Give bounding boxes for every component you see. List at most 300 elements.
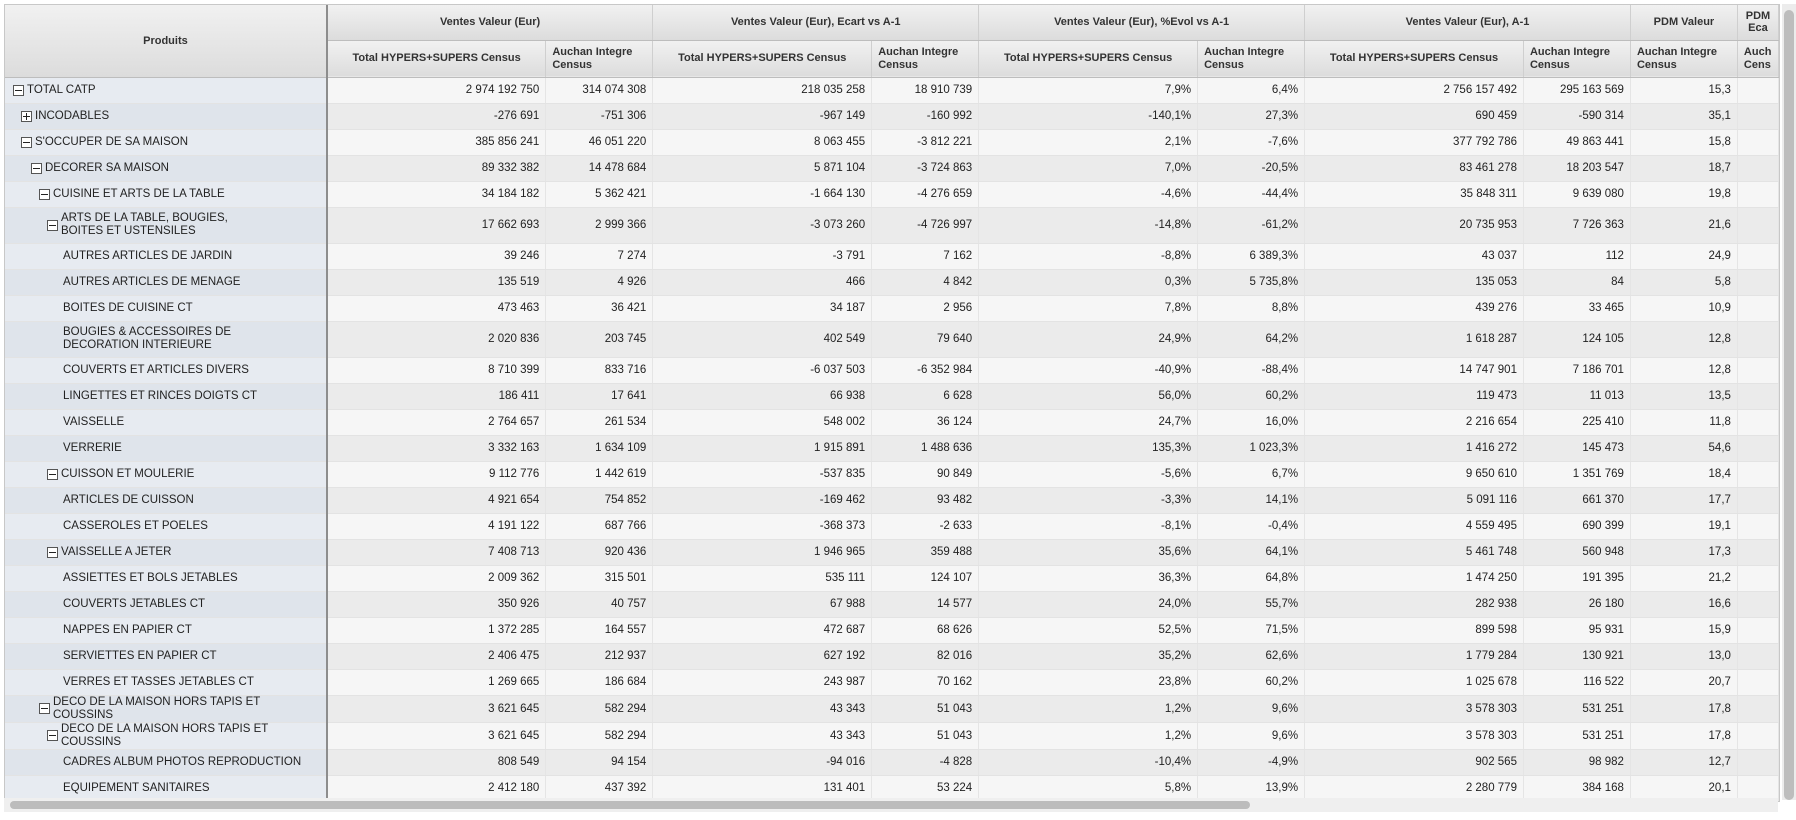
empty-cell [1737, 565, 1778, 591]
value-cell: 13,5 [1630, 383, 1737, 409]
subheader-total[interactable]: Total HYPERS+SUPERS Census [1305, 40, 1524, 77]
value-cell: 67 988 [653, 591, 872, 617]
value-cell: 225 410 [1523, 409, 1630, 435]
value-cell: 582 294 [546, 722, 653, 749]
value-cell: -44,4% [1198, 181, 1305, 207]
value-cell: -751 306 [546, 103, 653, 129]
product-cell [5, 487, 327, 513]
value-cell: -4,9% [1198, 749, 1305, 775]
value-cell: 385 856 241 [327, 129, 546, 155]
expand-icon[interactable] [21, 111, 32, 122]
value-cell: 315 501 [546, 565, 653, 591]
collapse-icon[interactable] [39, 703, 50, 714]
horizontal-scroll-thumb[interactable] [10, 801, 1250, 809]
value-cell: 473 463 [327, 295, 546, 321]
value-cell: 582 294 [546, 695, 653, 722]
table-row[interactable] [5, 487, 1779, 513]
value-cell: 1 269 665 [327, 669, 546, 695]
value-cell: 2 412 180 [327, 775, 546, 801]
value-cell: 535 111 [653, 565, 872, 591]
value-cell: 5 735,8% [1198, 269, 1305, 295]
empty-cell [1737, 321, 1778, 357]
product-cell [5, 669, 327, 695]
value-cell: 15,3 [1630, 77, 1737, 103]
value-cell: 55,7% [1198, 591, 1305, 617]
value-cell: 56,0% [979, 383, 1198, 409]
value-cell: 18 203 547 [1523, 155, 1630, 181]
product-label: DECORER SA MAISON [45, 161, 169, 174]
value-cell: 19,8 [1630, 181, 1737, 207]
product-label: COUVERTS JETABLES CT [63, 597, 206, 610]
value-cell: 124 107 [872, 565, 979, 591]
empty-cell [1737, 435, 1778, 461]
value-cell: 83 461 278 [1305, 155, 1524, 181]
value-cell: 7,9% [979, 77, 1198, 103]
value-cell: 34 187 [653, 295, 872, 321]
table-row[interactable] [5, 643, 1779, 669]
value-cell: 1 372 285 [327, 617, 546, 643]
subheader-auchan[interactable]: Auchan Integre Census [1630, 40, 1737, 77]
product-cell [5, 383, 327, 409]
group-header-ecart[interactable]: Ventes Valeur (Eur), Ecart vs A-1 [653, 5, 979, 40]
table-row[interactable] [5, 155, 1779, 181]
value-cell: 359 488 [872, 539, 979, 565]
value-cell: -276 691 [327, 103, 546, 129]
value-cell: -140,1% [979, 103, 1198, 129]
product-label: EQUIPEMENT SANITAIRES [63, 781, 210, 794]
product-cell [5, 643, 327, 669]
value-cell: 6 389,3% [1198, 243, 1305, 269]
collapse-icon[interactable] [39, 189, 50, 200]
subheader-auchan[interactable]: Auchan Integre Census [1523, 40, 1630, 77]
value-cell: 2 009 362 [327, 565, 546, 591]
value-cell: 34 184 182 [327, 181, 546, 207]
product-cell [5, 155, 327, 181]
value-cell: 17,3 [1630, 539, 1737, 565]
empty-cell [1737, 129, 1778, 155]
table-row[interactable] [5, 409, 1779, 435]
value-cell: 377 792 786 [1305, 129, 1524, 155]
value-cell: 2 280 779 [1305, 775, 1524, 801]
product-cell [5, 357, 327, 383]
value-cell: 119 473 [1305, 383, 1524, 409]
value-cell: 754 852 [546, 487, 653, 513]
value-cell: 24,9 [1630, 243, 1737, 269]
product-label: COUVERTS ET ARTICLES DIVERS [63, 363, 249, 376]
value-cell: 20,1 [1630, 775, 1737, 801]
value-cell: 68 626 [872, 617, 979, 643]
value-cell: 1 351 769 [1523, 461, 1630, 487]
value-cell: 21,2 [1630, 565, 1737, 591]
value-cell: 2 756 157 492 [1305, 77, 1524, 103]
value-cell: 2 974 192 750 [327, 77, 546, 103]
table-row[interactable] [5, 617, 1779, 643]
subheader-total[interactable]: Total HYPERS+SUPERS Census [979, 40, 1198, 77]
value-cell: 35,1 [1630, 103, 1737, 129]
value-cell: 186 684 [546, 669, 653, 695]
empty-cell [1737, 749, 1778, 775]
collapse-icon[interactable] [13, 85, 24, 96]
value-cell: 4 842 [872, 269, 979, 295]
empty-cell [1737, 243, 1778, 269]
value-cell: 11,8 [1630, 409, 1737, 435]
product-cell [5, 243, 327, 269]
table-row[interactable] [5, 321, 1779, 357]
value-cell: 66 938 [653, 383, 872, 409]
value-cell: 17 641 [546, 383, 653, 409]
table-row[interactable] [5, 461, 1779, 487]
value-cell: -160 992 [872, 103, 979, 129]
value-cell: 20,7 [1630, 669, 1737, 695]
value-cell: 9 639 080 [1523, 181, 1630, 207]
product-label: ARTS DE LA TABLE, BOUGIES, BOITES ET USTENSILES [61, 212, 228, 237]
value-cell: 49 863 441 [1523, 129, 1630, 155]
table-row[interactable] [5, 269, 1779, 295]
value-cell: 212 937 [546, 643, 653, 669]
value-cell: 402 549 [653, 321, 872, 357]
collapse-icon[interactable] [47, 547, 58, 558]
value-cell: -537 835 [653, 461, 872, 487]
value-cell: -3 812 221 [872, 129, 979, 155]
product-cell [5, 513, 327, 539]
value-cell: 17,7 [1630, 487, 1737, 513]
value-cell: 7 726 363 [1523, 207, 1630, 243]
value-cell: 243 987 [653, 669, 872, 695]
product-cell [5, 435, 327, 461]
table-row[interactable] [5, 207, 1779, 243]
table-row[interactable] [5, 695, 1779, 722]
value-cell: 8,8% [1198, 295, 1305, 321]
value-cell: 46 051 220 [546, 129, 653, 155]
value-cell: -6 352 984 [872, 357, 979, 383]
product-label: AUTRES ARTICLES DE JARDIN [63, 249, 233, 262]
empty-cell [1737, 155, 1778, 181]
value-cell: 3 621 645 [327, 695, 546, 722]
value-cell: 14 577 [872, 591, 979, 617]
table-row[interactable] [5, 243, 1779, 269]
value-cell: 1 488 636 [872, 435, 979, 461]
collapse-icon[interactable] [31, 163, 42, 174]
table-row[interactable] [5, 181, 1779, 207]
subheader-auchan[interactable]: Auchan Integre Census [872, 40, 979, 77]
value-cell: 35,6% [979, 539, 1198, 565]
value-cell: 690 399 [1523, 513, 1630, 539]
value-cell: 36,3% [979, 565, 1198, 591]
value-cell: 27,3% [1198, 103, 1305, 129]
product-label: NAPPES EN PAPIER CT [63, 623, 192, 636]
subheader-auchan-cut[interactable]: Auch Cens [1737, 40, 1778, 77]
value-cell: -88,4% [1198, 357, 1305, 383]
value-cell: 472 687 [653, 617, 872, 643]
empty-cell [1737, 513, 1778, 539]
value-cell: 145 473 [1523, 435, 1630, 461]
value-cell: 2 999 366 [546, 207, 653, 243]
value-cell: 93 482 [872, 487, 979, 513]
table-header [5, 5, 1779, 77]
value-cell: 14 747 901 [1305, 357, 1524, 383]
value-cell: 24,0% [979, 591, 1198, 617]
value-cell: 899 598 [1305, 617, 1524, 643]
value-cell: 52,5% [979, 617, 1198, 643]
value-cell: 13,0 [1630, 643, 1737, 669]
value-cell: 17 662 693 [327, 207, 546, 243]
value-cell: 2 020 836 [327, 321, 546, 357]
empty-cell [1737, 357, 1778, 383]
table-row[interactable] [5, 103, 1779, 129]
table-body [5, 77, 1779, 801]
value-cell: -40,9% [979, 357, 1198, 383]
product-label: SERVIETTES EN PAPIER CT [63, 649, 217, 662]
value-cell: 15,9 [1630, 617, 1737, 643]
value-cell: 690 459 [1305, 103, 1524, 129]
group-header-evol[interactable]: Ventes Valeur (Eur), %Evol vs A-1 [979, 5, 1305, 40]
value-cell: 1 618 287 [1305, 321, 1524, 357]
value-cell: 531 251 [1523, 695, 1630, 722]
value-cell: 10,9 [1630, 295, 1737, 321]
product-cell [5, 269, 327, 295]
product-label: CUISINE ET ARTS DE LA TABLE [53, 187, 225, 200]
value-cell: 0,3% [979, 269, 1198, 295]
value-cell: -3 073 260 [653, 207, 872, 243]
value-cell: 135,3% [979, 435, 1198, 461]
group-header-ventes-valeur[interactable]: Ventes Valeur (Eur) [327, 5, 653, 40]
value-cell: 18,4 [1630, 461, 1737, 487]
subheader-total[interactable]: Total HYPERS+SUPERS Census [327, 40, 546, 77]
collapse-icon[interactable] [47, 730, 58, 741]
collapse-icon[interactable] [47, 469, 58, 480]
value-cell: 39 246 [327, 243, 546, 269]
value-cell: 3 578 303 [1305, 722, 1524, 749]
empty-cell [1737, 295, 1778, 321]
empty-cell [1737, 383, 1778, 409]
value-cell: 9 650 610 [1305, 461, 1524, 487]
value-cell: 6,7% [1198, 461, 1305, 487]
table-row[interactable] [5, 357, 1779, 383]
product-cell [5, 565, 327, 591]
value-cell: 5,8% [979, 775, 1198, 801]
value-cell: 17,8 [1630, 695, 1737, 722]
value-cell: 4 191 122 [327, 513, 546, 539]
value-cell: -4 828 [872, 749, 979, 775]
value-cell: 64,1% [1198, 539, 1305, 565]
value-cell: 560 948 [1523, 539, 1630, 565]
empty-cell [1737, 269, 1778, 295]
value-cell: 82 016 [872, 643, 979, 669]
value-cell: 12,8 [1630, 357, 1737, 383]
table-row[interactable] [5, 749, 1779, 775]
value-cell: 7 186 701 [1523, 357, 1630, 383]
value-cell: 116 522 [1523, 669, 1630, 695]
group-header-pdm-ecart[interactable]: PDM Eca [1737, 5, 1778, 40]
empty-cell [1737, 643, 1778, 669]
value-cell: 62,6% [1198, 643, 1305, 669]
value-cell: 687 766 [546, 513, 653, 539]
table-row[interactable] [5, 295, 1779, 321]
value-cell: 2 216 654 [1305, 409, 1524, 435]
empty-cell [1737, 695, 1778, 722]
value-cell: 19,1 [1630, 513, 1737, 539]
product-cell [5, 722, 327, 749]
value-cell: 1 416 272 [1305, 435, 1524, 461]
value-cell: 43 037 [1305, 243, 1524, 269]
value-cell: 35 848 311 [1305, 181, 1524, 207]
value-cell: 3 578 303 [1305, 695, 1524, 722]
value-cell: 2 764 657 [327, 409, 546, 435]
collapse-icon[interactable] [47, 220, 58, 231]
value-cell: 1,2% [979, 695, 1198, 722]
value-cell: 131 401 [653, 775, 872, 801]
product-label: CASSEROLES ET POELES [63, 519, 208, 532]
collapse-icon[interactable] [21, 137, 32, 148]
value-cell: 7 274 [546, 243, 653, 269]
value-cell: 135 519 [327, 269, 546, 295]
table-row[interactable] [5, 722, 1779, 749]
value-cell: 1 474 250 [1305, 565, 1524, 591]
value-cell: 3 621 645 [327, 722, 546, 749]
value-cell: -4 726 997 [872, 207, 979, 243]
product-label: VAISSELLE [63, 415, 125, 428]
product-cell [5, 461, 327, 487]
table-row[interactable] [5, 669, 1779, 695]
value-cell: 6 628 [872, 383, 979, 409]
value-cell: 18 910 739 [872, 77, 979, 103]
value-cell: 5 091 116 [1305, 487, 1524, 513]
group-header-a1[interactable]: Ventes Valeur (Eur), A-1 [1305, 5, 1631, 40]
product-label: DECO DE LA MAISON HORS TAPIS ET COUSSINS [53, 695, 261, 721]
vertical-scroll-thumb[interactable] [1784, 10, 1794, 800]
table-row[interactable] [5, 513, 1779, 539]
product-label: ASSIETTES ET BOLS JETABLES [63, 571, 238, 584]
value-cell: 661 370 [1523, 487, 1630, 513]
empty-cell [1737, 539, 1778, 565]
value-cell: 16,0% [1198, 409, 1305, 435]
column-header-produits[interactable]: Produits [5, 5, 327, 77]
value-cell: 7,8% [979, 295, 1198, 321]
table-row[interactable] [5, 383, 1779, 409]
value-cell: 1,2% [979, 722, 1198, 749]
value-cell: 2,1% [979, 129, 1198, 155]
group-header-pdm-valeur[interactable]: PDM Valeur [1630, 5, 1737, 40]
value-cell: 84 [1523, 269, 1630, 295]
product-cell [5, 591, 327, 617]
table-row[interactable] [5, 591, 1779, 617]
value-cell: 24,9% [979, 321, 1198, 357]
value-cell: 1 915 891 [653, 435, 872, 461]
product-cell [5, 207, 327, 243]
value-cell: 261 534 [546, 409, 653, 435]
value-cell: -61,2% [1198, 207, 1305, 243]
table-row[interactable] [5, 129, 1779, 155]
product-cell [5, 749, 327, 775]
value-cell: 4 921 654 [327, 487, 546, 513]
value-cell: -10,4% [979, 749, 1198, 775]
product-label: ARTICLES DE CUISSON [63, 493, 194, 506]
value-cell: 833 716 [546, 357, 653, 383]
value-cell: 36 421 [546, 295, 653, 321]
product-cell [5, 409, 327, 435]
value-cell: 53 224 [872, 775, 979, 801]
empty-cell [1737, 487, 1778, 513]
product-cell [5, 295, 327, 321]
value-cell: -94 016 [653, 749, 872, 775]
value-cell: 17,8 [1630, 722, 1737, 749]
empty-cell [1737, 103, 1778, 129]
value-cell: 79 640 [872, 321, 979, 357]
table-row[interactable] [5, 77, 1779, 103]
table-row[interactable] [5, 435, 1779, 461]
value-cell: 4 926 [546, 269, 653, 295]
value-cell: 90 849 [872, 461, 979, 487]
value-cell: 13,9% [1198, 775, 1305, 801]
value-cell: -4 276 659 [872, 181, 979, 207]
table-row[interactable] [5, 565, 1779, 591]
value-cell: 95 931 [1523, 617, 1630, 643]
value-cell: 60,2% [1198, 383, 1305, 409]
value-cell: 2 956 [872, 295, 979, 321]
value-cell: 350 926 [327, 591, 546, 617]
value-cell: 7 408 713 [327, 539, 546, 565]
value-cell: 191 395 [1523, 565, 1630, 591]
subheader-total[interactable]: Total HYPERS+SUPERS Census [653, 40, 872, 77]
value-cell: 627 192 [653, 643, 872, 669]
value-cell: 130 921 [1523, 643, 1630, 669]
value-cell: 1 442 619 [546, 461, 653, 487]
subheader-auchan[interactable]: Auchan Integre Census [1198, 40, 1305, 77]
value-cell: 439 276 [1305, 295, 1524, 321]
horizontal-scrollbar[interactable] [4, 798, 1778, 812]
product-label: CADRES ALBUM PHOTOS REPRODUCTION [63, 755, 302, 768]
value-cell: -368 373 [653, 513, 872, 539]
vertical-scrollbar[interactable] [1782, 4, 1796, 800]
value-cell: 112 [1523, 243, 1630, 269]
product-label: BOITES DE CUISINE CT [63, 301, 193, 314]
value-cell: 1 946 965 [653, 539, 872, 565]
product-label: INCODABLES [35, 109, 110, 122]
product-cell [5, 539, 327, 565]
value-cell: 51 043 [872, 722, 979, 749]
product-label: TOTAL CATP [27, 83, 96, 96]
value-cell: 164 557 [546, 617, 653, 643]
value-cell: 437 392 [546, 775, 653, 801]
value-cell: 5 871 104 [653, 155, 872, 181]
value-cell: 5 461 748 [1305, 539, 1524, 565]
product-cell [5, 103, 327, 129]
value-cell: 11 013 [1523, 383, 1630, 409]
value-cell: 314 074 308 [546, 77, 653, 103]
value-cell: 8 063 455 [653, 129, 872, 155]
value-cell: 94 154 [546, 749, 653, 775]
subheader-auchan[interactable]: Auchan Integre Census [546, 40, 653, 77]
product-cell [5, 181, 327, 207]
empty-cell [1737, 722, 1778, 749]
value-cell: 4 559 495 [1305, 513, 1524, 539]
value-cell: 54,6 [1630, 435, 1737, 461]
table-row[interactable] [5, 539, 1779, 565]
product-label: DECO DE LA MAISON HORS TAPIS ET COUSSINS [61, 722, 269, 748]
value-cell: 43 343 [653, 695, 872, 722]
value-cell: -967 149 [653, 103, 872, 129]
value-cell: -169 462 [653, 487, 872, 513]
value-cell: 36 124 [872, 409, 979, 435]
value-cell: 60,2% [1198, 669, 1305, 695]
value-cell: 35,2% [979, 643, 1198, 669]
empty-cell [1737, 409, 1778, 435]
product-cell [5, 695, 327, 722]
product-label: VAISSELLE A JETER [61, 545, 172, 558]
value-cell: 9,6% [1198, 695, 1305, 722]
value-cell: -14,8% [979, 207, 1198, 243]
value-cell: 203 745 [546, 321, 653, 357]
